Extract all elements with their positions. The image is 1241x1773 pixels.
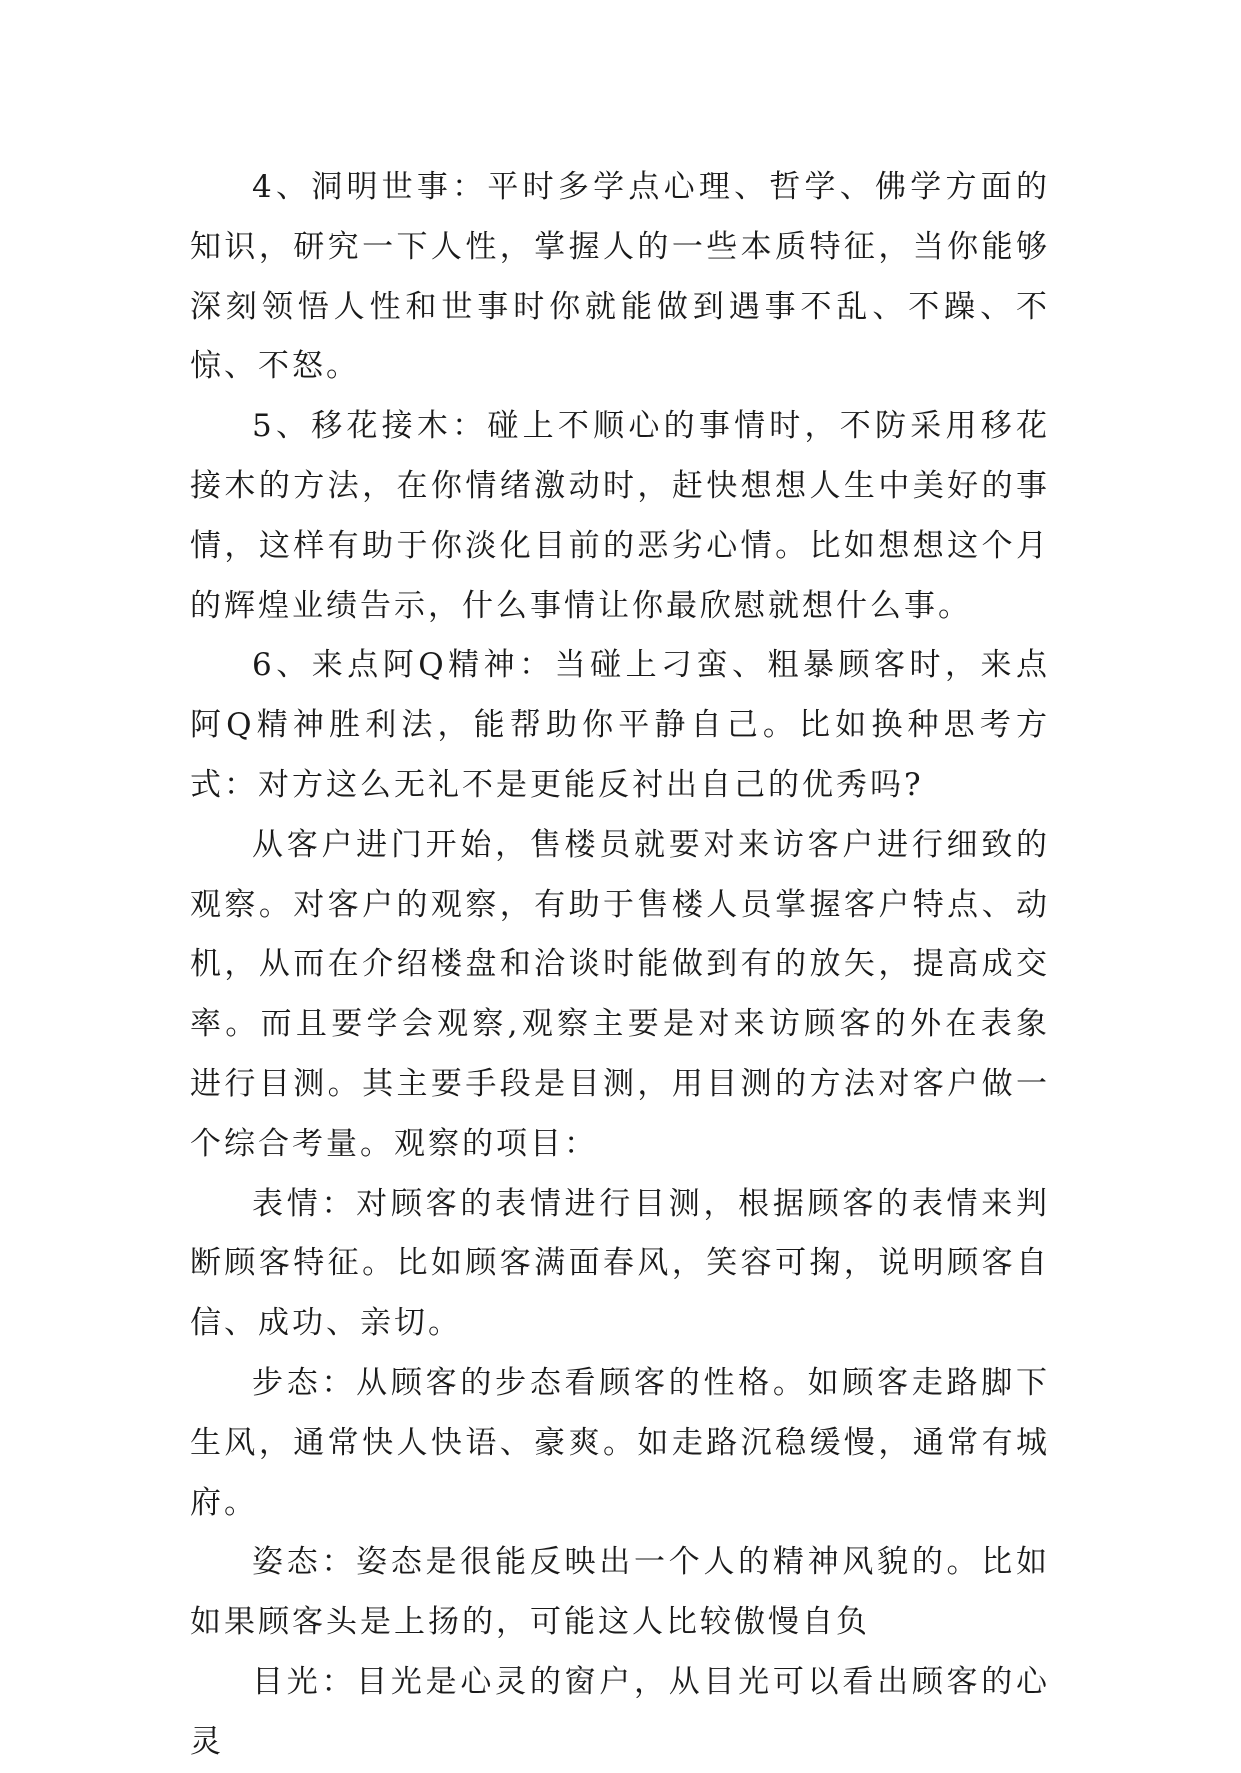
paragraph-tip-5: 5、移花接木：碰上不顺心的事情时，不防采用移花接木的方法，在你情绪激动时，赶快想想人生中美好的事情，这样有助于你淡化目前的恶劣心情。比如想想这个月的辉煌业绩告示，什么事情让你最欣慰就想什么事。: [190, 408, 1050, 624]
paragraph-gait: 步态：从顾客的步态看顾客的性格。如顾客走路脚下生风，通常快人快语、豪爽。如走路沉稳缓慢，通常有城府。: [190, 1364, 1050, 1521]
paragraph-tip-6: 6、来点阿Q精神：当碰上刁蛮、粗暴顾客时，来点阿Q精神胜利法，能帮助你平静自己。比如换种思考方式：对方这么无礼不是更能反衬出自己的优秀吗?: [190, 647, 1050, 803]
document-body: [190, 158, 1050, 1773]
paragraph-tip-4: 4、洞明世事：平时多学点心理、哲学、佛学方面的知识，研究一下人性，掌握人的一些本质特征，当你能够深刻领悟人性和世事时你就能做到遇事不乱、不躁、不惊、不怒。: [190, 169, 1050, 385]
paragraph-expression: 表情：对顾客的表情进行目测，根据顾客的表情来判断顾客特征。比如顾客满面春风，笑容可掬，说明顾客自信、成功、亲切。: [190, 1185, 1050, 1342]
paragraph-observation-intro: 从客户进门开始，售楼员就要对来访客户进行细致的观察。对客户的观察，有助于售楼人员掌握客户特点、动机，从而在介绍楼盘和洽谈时能做到有的放矢，提高成交率。而且要学会观察,观察主要是对来访顾客的外在表象进行目测。其主要手段是目测，用目测的方法对客户做一个综合考量。观察的项目：: [190, 826, 1050, 1162]
paragraph-gaze: 目光：目光是心灵的窗户，从目光可以看出顾客的心灵: [190, 1663, 1050, 1760]
paragraph-posture: 姿态：姿态是很能反映出一个人的精神风貌的。比如如果顾客头是上扬的，可能这人比较傲慢自负: [190, 1544, 1050, 1641]
